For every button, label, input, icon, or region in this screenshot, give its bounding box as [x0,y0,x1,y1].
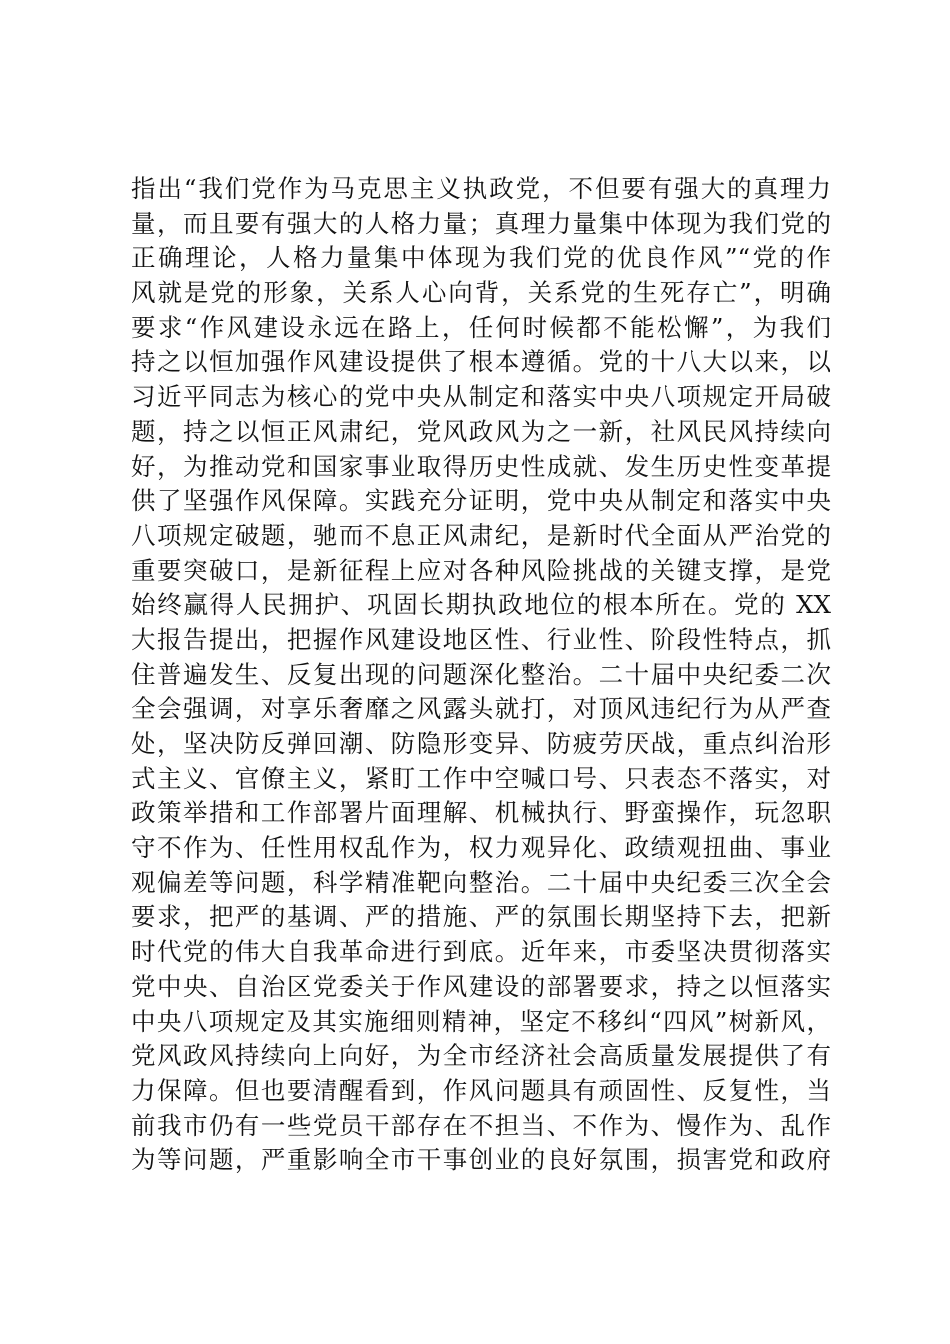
text-line: 党风政风持续向上向好，为全市经济社会高质量发展提供了有 [131,1041,831,1071]
text-line: 重要突破口，是新征程上应对各种风险挑战的关键支撑，是党 [131,555,831,585]
body-text [131,172,831,1178]
text-line: 全会强调，对享乐奢靡之风露头就打，对顶风违纪行为从严查 [131,694,831,724]
text-line: 中央八项规定及其实施细则精神，坚定不移纠“四风”树新风， [131,1006,831,1036]
text-line: 处，坚决防反弹回潮、防隐形变异、防疲劳厌战，重点纠治形 [131,729,831,758]
text-line: 始终赢得人民拥护、巩固长期执政地位的根本所在。党的 XX [131,590,831,620]
text-line: 要求“作风建设永远在路上，任何时候都不能松懈”，为我们 [131,312,831,342]
text-line: 习近平同志为核心的党中央从制定和落实中央八项规定开局破 [131,382,831,412]
text-line: 正确理论，人格力量集中体现为我们党的优良作风”“党的作 [131,243,831,273]
text-line: 指出“我们党作为马克思主义执政党，不但要有强大的真理力 [131,174,831,203]
text-line: 量，而且要有强大的人格力量；真理力量集中体现为我们党的 [131,208,831,238]
text-line: 住普遍发生、反复出现的问题深化整治。二十届中央纪委二次 [131,659,831,689]
text-line: 力保障。但也要清醒看到，作风问题具有顽固性、反复性，当 [131,1075,831,1105]
text-line: 大报告提出，把握作风建设地区性、行业性、阶段性特点，抓 [131,624,831,654]
text-line: 供了坚强作风保障。实践充分证明，党中央从制定和落实中央 [131,486,831,516]
text-line: 前我市仍有一些党员干部存在不担当、不作为、慢作为、乱作 [131,1110,831,1140]
text-line: 党中央、自治区党委关于作风建设的部署要求，持之以恒落实 [131,971,831,1001]
text-line: 风就是党的形象，关系人心向背，关系党的生死存亡”，明确 [131,278,831,308]
text-line: 守不作为、任性用权乱作为，权力观异化、政绩观扭曲、事业 [131,833,831,863]
text-line: 式主义、官僚主义，紧盯工作中空喊口号、只表态不落实，对 [131,763,831,793]
text-line: 持之以恒加强作风建设提供了根本遵循。党的十八大以来，以 [131,347,831,377]
text-line: 为等问题，严重影响全市干事创业的良好氛围，损害党和政府 [131,1145,831,1175]
text-line: 题，持之以恒正风肃纪，党风政风为之一新，社风民风持续向 [131,416,831,446]
text-line: 时代党的伟大自我革命进行到底。近年来，市委坚决贯彻落实 [131,937,831,967]
text-line: 八项规定破题，驰而不息正风肃纪，是新时代全面从严治党的 [131,520,831,550]
text-line: 观偏差等问题，科学精准靶向整治。二十届中央纪委三次全会 [131,867,831,897]
text-line: 政策举措和工作部署片面理解、机械执行、野蛮操作，玩忽职 [131,798,831,828]
text-line: 要求，把严的基调、严的措施、严的氛围长期坚持下去，把新 [131,902,831,932]
text-line: 好，为推动党和国家事业取得历史性成就、发生历史性变革提 [131,451,831,481]
